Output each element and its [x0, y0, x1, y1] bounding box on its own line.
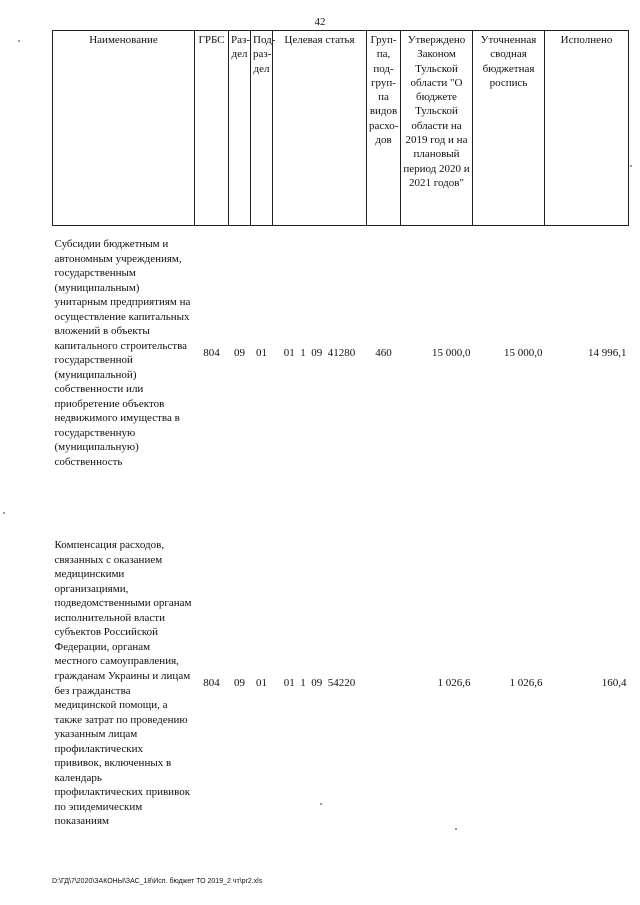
header-razdel: Раз-дел: [229, 31, 251, 226]
cel-part: 09: [311, 346, 323, 359]
row-ispolneno: 14 996,1: [588, 346, 627, 359]
cel-part: 09: [311, 677, 323, 690]
row-podrazdel: 01: [256, 346, 267, 359]
budget-table: [52, 30, 629, 849]
header-grbs: ГРБС: [195, 31, 229, 226]
table-row: [53, 226, 629, 481]
header-celevaya: Целевая статья: [273, 31, 367, 226]
header-utverzhdeno: Утверждено Законом Тульской области "О бюджете Тульской области на 2019 год и на плановый период 2020 и 2021 годов": [401, 31, 473, 226]
row-gruppa: 460: [375, 346, 392, 359]
row-celevaya: [273, 226, 367, 481]
row-name: Компенсация расходов, связанных с оказанием медицинскими организациями, подведомственными органам исполнительной власти субъектов Российской Федерации, органам местного самоуправления, гражданам Украины и лицам без гражданства медицинской помощи, а также затрат по проведению указанным лицам профилактических прививок, включенных в календарь профилактических прививок по эпидемическим показаниям: [54, 539, 192, 828]
row-grbs: 804: [203, 677, 220, 690]
row-gruppa: [367, 519, 401, 849]
scan-speck: [630, 165, 632, 167]
header-gruppa: Груп-па, под-груп-па видов расхо-дов: [367, 31, 401, 226]
header-podrazdel: Под-раз-дел: [251, 31, 273, 226]
row-utverzhdeno: 1 026,6: [437, 677, 471, 690]
row-grbs: 804: [203, 346, 220, 359]
cel-part: 1: [300, 346, 306, 359]
row-celevaya: [273, 519, 367, 849]
row-ispolneno: 160,4: [601, 677, 627, 690]
page-number: 42: [314, 16, 326, 28]
table-header-row: [53, 31, 629, 226]
cel-part: 1: [300, 677, 306, 690]
row-name: Субсидии бюджетным и автономным учреждениям, государственным (муниципальным) унитарным предприятиям на осуществление капитальных вложений в объекты капитального строительства государственной (муниципальной) собственности или приобретение объектов недвижимого имущества в государственную (муниципальную) собственность: [54, 238, 191, 468]
cel-part: 01: [283, 346, 295, 359]
cel-part: 01: [283, 677, 295, 690]
header-ispolneno: Исполнено: [545, 31, 629, 226]
scan-speck: [455, 828, 457, 830]
row-podrazdel: 01: [256, 677, 267, 690]
scan-speck: [18, 40, 20, 42]
header-utochnennaya: Уточненная сводная бюджетная роспись: [473, 31, 545, 226]
cel-part: 54220: [327, 677, 356, 690]
scan-speck: [320, 803, 322, 805]
row-spacer: [53, 481, 629, 519]
row-razdel: 09: [234, 677, 245, 690]
file-path-footer: D:\ГД\7\2020\ЗАКОНЫ\ЗАС_18\Исп. бюджет ТО 2019_2 чт\pr2.xls: [52, 878, 263, 885]
scan-speck: [3, 512, 5, 514]
row-razdel: 09: [234, 346, 245, 359]
header-name: Наименование: [53, 31, 195, 226]
cel-part: 41280: [327, 346, 356, 359]
row-utochnennaya: 1 026,6: [509, 677, 543, 690]
row-utverzhdeno: 15 000,0: [432, 346, 471, 359]
table-row: [53, 519, 629, 849]
row-utochnennaya: 15 000,0: [504, 346, 543, 359]
